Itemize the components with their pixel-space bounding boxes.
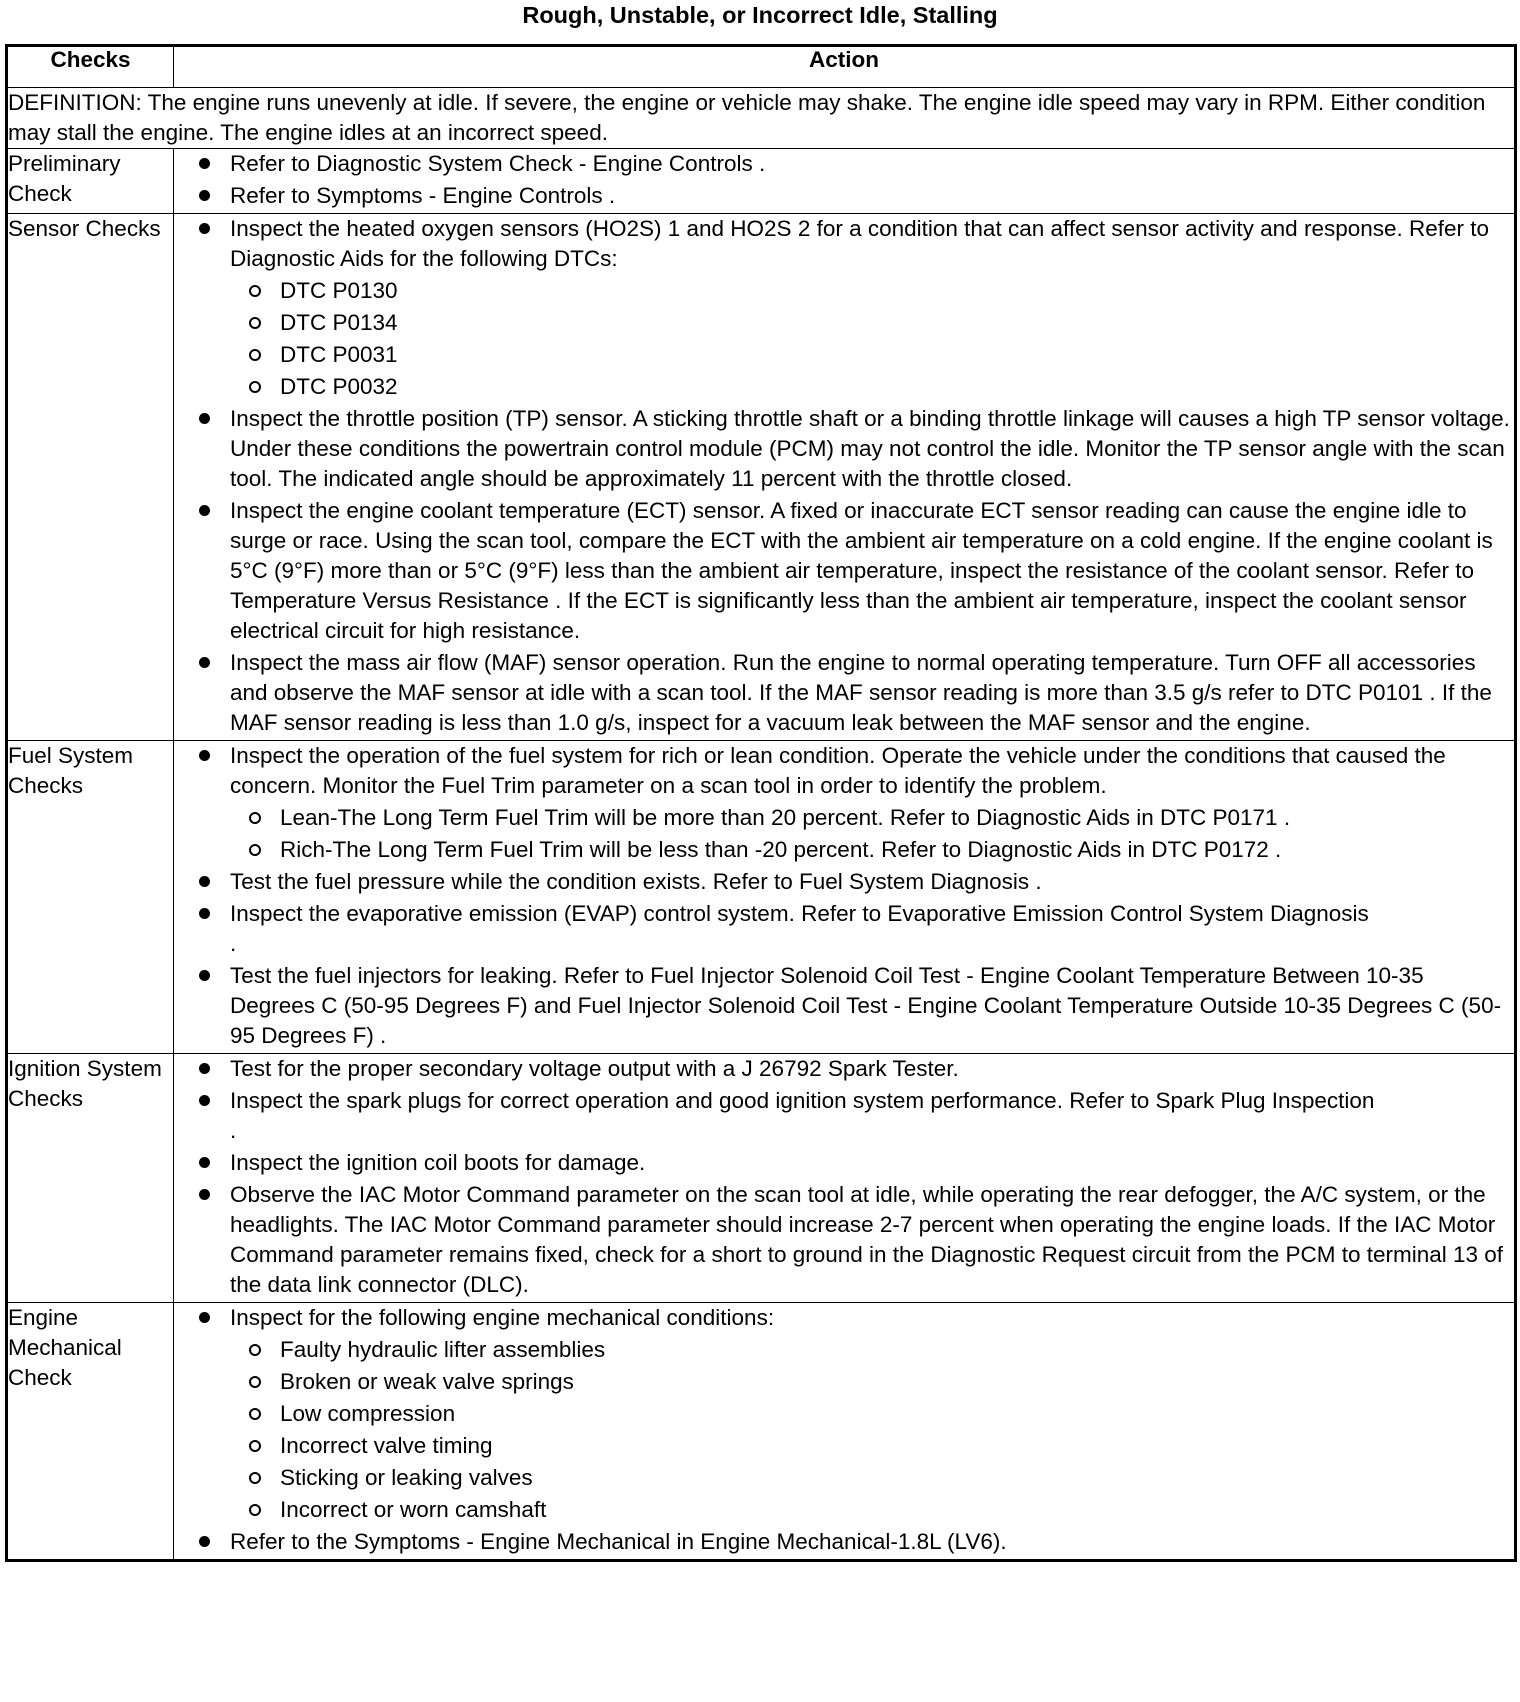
action-text-tail: . bbox=[230, 1118, 237, 1143]
action-text: Inspect the ignition coil boots for damage. bbox=[230, 1150, 646, 1175]
hollow-bullet-icon bbox=[249, 1440, 261, 1452]
action-item bbox=[174, 181, 1514, 211]
table-row bbox=[7, 1303, 1516, 1561]
action-item bbox=[174, 496, 1514, 646]
action-text: Refer to the Symptoms - Engine Mechanical in Engine Mechanical-1.8L (LV6). bbox=[230, 1529, 1007, 1554]
bullet-icon bbox=[199, 1312, 210, 1323]
action-list bbox=[174, 741, 1514, 1051]
action-cell bbox=[174, 741, 1516, 1054]
sub-list bbox=[230, 1335, 1514, 1525]
check-category: Ignition System Checks bbox=[7, 1054, 174, 1303]
definition-row bbox=[7, 88, 1516, 149]
action-item bbox=[174, 1527, 1514, 1557]
action-item bbox=[174, 149, 1514, 179]
diagnostic-table bbox=[5, 44, 1517, 1562]
table-row bbox=[7, 741, 1516, 1054]
action-item bbox=[174, 899, 1514, 959]
sub-item-text: DTC P0130 bbox=[280, 278, 398, 303]
sub-list bbox=[230, 803, 1514, 865]
sub-item-text: DTC P0031 bbox=[280, 342, 398, 367]
hollow-bullet-icon bbox=[249, 1376, 261, 1388]
sub-item bbox=[230, 835, 1514, 865]
bullet-icon bbox=[199, 1536, 210, 1547]
sub-item bbox=[230, 276, 1514, 306]
check-category: Sensor Checks bbox=[7, 214, 174, 741]
action-text: Inspect the mass air flow (MAF) sensor operation. Run the engine to normal operating temperature. Turn OFF all accessories and observe the MAF sensor at idle with a scan tool. If the MAF sensor reading is more than 3.5 g/s refer to DTC P0101 . If the MAF sensor reading is less than 1.0 g/s, inspect for a vacuum leak between the MAF sensor and the engine. bbox=[230, 650, 1492, 735]
hollow-bullet-icon bbox=[249, 381, 261, 393]
hollow-bullet-icon bbox=[249, 1408, 261, 1420]
action-text: Inspect the engine coolant temperature (ECT) sensor. A fixed or inaccurate ECT sensor reading can cause the engine idle to surge or race. Using the scan tool, compare the ECT with the ambient air temperature on a cold engine. If the engine coolant is 5°C (9°F) more than or 5°C (9°F) less than the ambient air temperature, inspect the resistance of the coolant sensor. Refer to Temperature Versus Resistance . If the ECT is significantly less than the ambient air temperature, inspect the coolant sensor electrical circuit for high resistance. bbox=[230, 498, 1493, 643]
bullet-icon bbox=[199, 1157, 210, 1168]
action-cell bbox=[174, 1303, 1516, 1561]
action-list bbox=[174, 149, 1514, 211]
action-text: Inspect for the following engine mechanical conditions: bbox=[230, 1305, 775, 1330]
action-text: Inspect the throttle position (TP) sensor. A sticking throttle shaft or a binding throttle linkage will causes a high TP sensor voltage. Under these conditions the powertrain control module (PCM) may not control the idle. Monitor the TP sensor angle with the scan tool. The indicated angle should be approximately 11 percent with the throttle closed. bbox=[230, 406, 1510, 491]
hollow-bullet-icon bbox=[249, 1472, 261, 1484]
sub-item-text: Faulty hydraulic lifter assemblies bbox=[280, 1337, 606, 1362]
hollow-bullet-icon bbox=[249, 285, 261, 297]
hollow-bullet-icon bbox=[249, 317, 261, 329]
bullet-icon bbox=[199, 970, 210, 981]
action-text: Inspect the spark plugs for correct operation and good ignition system performance. Refer to Spark Plug Inspection bbox=[230, 1088, 1375, 1113]
action-item bbox=[174, 1086, 1514, 1146]
sub-item bbox=[230, 803, 1514, 833]
action-item bbox=[174, 1054, 1514, 1084]
action-list bbox=[174, 214, 1514, 738]
action-item bbox=[174, 961, 1514, 1051]
bullet-icon bbox=[199, 158, 210, 169]
check-category: Preliminary Check bbox=[7, 149, 174, 214]
action-cell bbox=[174, 149, 1516, 214]
sub-item-text: Lean-The Long Term Fuel Trim will be more than 20 percent. Refer to Diagnostic Aids in DTC P0171 . bbox=[280, 805, 1291, 830]
header-row bbox=[7, 46, 1516, 88]
action-item bbox=[174, 1148, 1514, 1178]
action-item bbox=[174, 867, 1514, 897]
action-text-tail: . bbox=[230, 931, 237, 956]
sub-list bbox=[230, 276, 1514, 402]
bullet-icon bbox=[199, 190, 210, 201]
hollow-bullet-icon bbox=[249, 844, 261, 856]
sub-item-text: DTC P0032 bbox=[280, 374, 398, 399]
action-text: Refer to Symptoms - Engine Controls . bbox=[230, 183, 616, 208]
sub-item-text: Low compression bbox=[280, 1401, 456, 1426]
bullet-icon bbox=[199, 1095, 210, 1106]
sub-item bbox=[230, 1495, 1514, 1525]
action-text: Test the fuel injectors for leaking. Refer to Fuel Injector Solenoid Coil Test - Engine Coolant Temperature Between 10-35 Degrees C (50-95 Degrees F) and Fuel Injector Solenoid Coil Test - Engine Coolant Temperature Outside 10-35 Degrees C (50-95 Degrees F) . bbox=[230, 963, 1502, 1048]
bullet-icon bbox=[199, 1189, 210, 1200]
action-item bbox=[174, 741, 1514, 865]
action-text: Test the fuel pressure while the condition exists. Refer to Fuel System Diagnosis . bbox=[230, 869, 1042, 894]
checks-column-header: Checks bbox=[7, 46, 174, 88]
bullet-icon bbox=[199, 876, 210, 887]
sub-item bbox=[230, 1463, 1514, 1493]
sub-item bbox=[230, 1367, 1514, 1397]
action-text: Inspect the operation of the fuel system for rich or lean condition. Operate the vehicle under the conditions that caused the concern. Monitor the Fuel Trim parameter on a scan tool in order to identify the problem. bbox=[230, 743, 1446, 798]
action-cell bbox=[174, 214, 1516, 741]
hollow-bullet-icon bbox=[249, 1504, 261, 1516]
sub-item bbox=[230, 1399, 1514, 1429]
sub-item-text: Sticking or leaking valves bbox=[280, 1465, 533, 1490]
table-row bbox=[7, 1054, 1516, 1303]
sub-item-text: DTC P0134 bbox=[280, 310, 398, 335]
definition-text: DEFINITION: The engine runs unevenly at idle. If severe, the engine or vehicle may shake. The engine idle speed may vary in RPM. Either condition may stall the engine. The engine idles at an incorrect speed. bbox=[7, 88, 1516, 149]
sub-item-text: Incorrect or worn camshaft bbox=[280, 1497, 547, 1522]
sub-item bbox=[230, 1431, 1514, 1461]
action-item bbox=[174, 404, 1514, 494]
hollow-bullet-icon bbox=[249, 1344, 261, 1356]
bullet-icon bbox=[199, 505, 210, 516]
action-cell bbox=[174, 1054, 1516, 1303]
hollow-bullet-icon bbox=[249, 349, 261, 361]
action-item bbox=[174, 1303, 1514, 1525]
table-row bbox=[7, 149, 1516, 214]
action-list bbox=[174, 1054, 1514, 1300]
action-item bbox=[174, 1180, 1514, 1300]
table-row bbox=[7, 214, 1516, 741]
action-text: Inspect the heated oxygen sensors (HO2S) 1 and HO2S 2 for a condition that can affect sensor activity and response. Refer to Diagnostic Aids for the following DTCs: bbox=[230, 216, 1490, 271]
action-item bbox=[174, 648, 1514, 738]
bullet-icon bbox=[199, 1063, 210, 1074]
bullet-icon bbox=[199, 908, 210, 919]
sub-item bbox=[230, 308, 1514, 338]
sub-item-text: Incorrect valve timing bbox=[280, 1433, 493, 1458]
bullet-icon bbox=[199, 413, 210, 424]
action-text: Inspect the evaporative emission (EVAP) control system. Refer to Evaporative Emission Control System Diagnosis bbox=[230, 901, 1369, 926]
sub-item bbox=[230, 372, 1514, 402]
action-list bbox=[174, 1303, 1514, 1557]
check-category: Fuel System Checks bbox=[7, 741, 174, 1054]
hollow-bullet-icon bbox=[249, 812, 261, 824]
sub-item-text: Broken or weak valve springs bbox=[280, 1369, 574, 1394]
sub-item bbox=[230, 340, 1514, 370]
action-text: Refer to Diagnostic System Check - Engine Controls . bbox=[230, 151, 766, 176]
bullet-icon bbox=[199, 750, 210, 761]
sub-item-text: Rich-The Long Term Fuel Trim will be less than -20 percent. Refer to Diagnostic Aids in DTC P0172 . bbox=[280, 837, 1282, 862]
action-item bbox=[174, 214, 1514, 402]
action-column-header: Action bbox=[174, 46, 1516, 88]
check-category: Engine Mechanical Check bbox=[7, 1303, 174, 1561]
action-text: Test for the proper secondary voltage output with a J 26792 Spark Tester. bbox=[230, 1056, 959, 1081]
action-text: Observe the IAC Motor Command parameter on the scan tool at idle, while operating the rear defogger, the A/C system, or the headlights. The IAC Motor Command parameter should increase 2-7 percent when operating the engine loads. If the IAC Motor Command parameter remains fixed, check for a short to ground in the Diagnostic Request circuit from the PCM to terminal 13 of the data link connector (DLC). bbox=[230, 1182, 1504, 1297]
sub-item bbox=[230, 1335, 1514, 1365]
document-title: Rough, Unstable, or Incorrect Idle, Stalling bbox=[522, 2, 998, 28]
bullet-icon bbox=[199, 657, 210, 668]
bullet-icon bbox=[199, 223, 210, 234]
